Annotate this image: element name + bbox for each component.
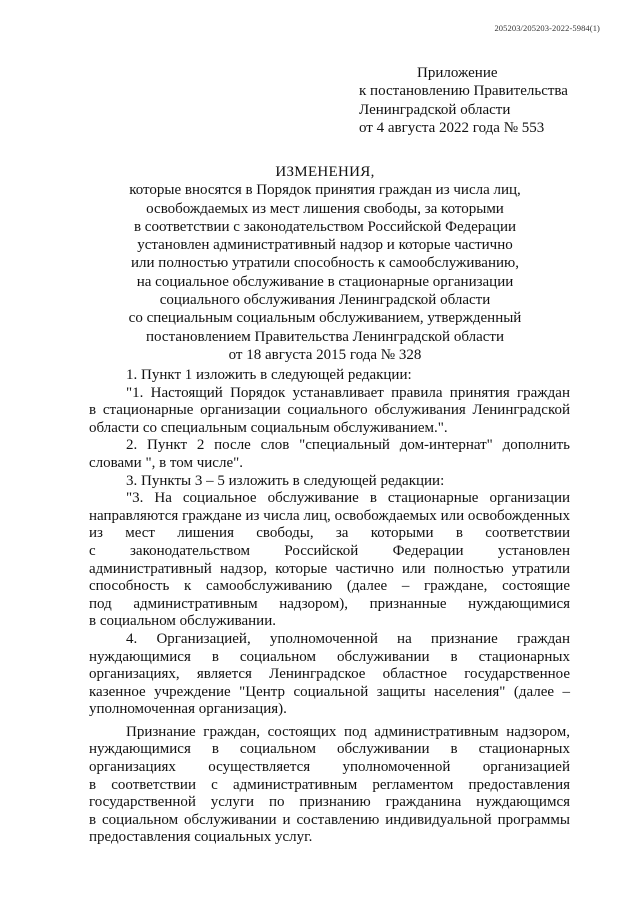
text-line: "3. На социальное обслуживание в стационарные организации (126, 490, 570, 507)
text-line: 2. Пункт 2 после слов "специальный дом-интернат" дополнить (126, 437, 570, 454)
heading-line: установлен административный надзор и которые частично (137, 237, 513, 254)
text-line: области со специальным социальным обслуживанием.". (89, 419, 448, 436)
text-line: нуждающимися в социальном обслуживании в стационарных (89, 648, 570, 665)
heading-line: или полностью утратили способность к самообслуживанию, (131, 255, 519, 272)
text-line: "1. Настоящий Порядок устанавливает правила принятия граждан (126, 384, 570, 401)
heading-title: ИЗМЕНЕНИЯ, (275, 164, 375, 180)
text-line: из мест лишения свободы, за которыми в соответствии (89, 525, 570, 542)
heading-line: постановлением Правительства Ленинградской области (146, 328, 504, 345)
heading-line: со специальным социальным обслуживанием, утвержденный (128, 310, 522, 327)
appendix-line: к постановлению Правительства (359, 83, 568, 100)
paragraph-4 (89, 473, 570, 491)
text-line: 1. Пункт 1 изложить в следующей редакции: (126, 367, 412, 383)
text-line: 4. Организацией, уполномоченной на признание граждан (126, 630, 570, 647)
paragraph-6 (89, 631, 570, 719)
text-line: организациях осуществляется уполномоченной организацией (89, 759, 570, 776)
paragraph-2 (89, 385, 570, 438)
text-line: административный надзор, которые частично или полностью утратили (89, 560, 570, 577)
text-line: предоставления социальных услуг. (89, 829, 313, 846)
text-line: нуждающимися в социальном обслуживании в стационарных (89, 741, 570, 758)
text-line: в соответствии с административным регламентом предоставления (89, 776, 570, 793)
text-line: словами ", в том числе". (89, 454, 243, 471)
document-heading (95, 163, 555, 364)
heading-line: в соответствии с законодательством Российской Федерации (133, 218, 517, 235)
paragraph-5 (89, 490, 570, 631)
document-body (89, 367, 570, 847)
heading-line: на социальное обслуживание в стационарные организации (136, 273, 514, 290)
heading-line: от 18 августа 2015 года № 328 (228, 346, 422, 363)
heading-line: освобождаемых из мест лишения свободы, за которыми (146, 200, 504, 217)
heading-line: социального обслуживания Ленинградской области (159, 292, 491, 309)
text-line: организациях, является Ленинградское областное государственное (89, 666, 570, 683)
paragraph-3 (89, 437, 570, 472)
paragraph-1 (89, 367, 570, 385)
appendix-line: Приложение (417, 65, 498, 81)
text-line: в стационарные организации социального обслуживания Ленинградской (89, 402, 570, 419)
paragraph-7 (89, 724, 570, 847)
text-line: с законодательством Российской Федерации установлен (89, 542, 570, 559)
appendix-block (359, 64, 609, 137)
text-line: в социальном обслуживании и составлению индивидуальной программы (89, 811, 570, 828)
text-line: казенное учреждение "Центр социальной защиты населения" (далее – (89, 683, 570, 700)
text-line: под административным надзором), признанные нуждающимися (89, 595, 570, 612)
document-code: 205203/205203-2022-5984(1) (494, 23, 600, 33)
text-line: способность к самообслуживанию (далее – граждане, состоящие (89, 578, 570, 595)
appendix-line: Ленинградской области (359, 101, 511, 118)
appendix-line: от 4 августа 2022 года № 553 (359, 119, 545, 136)
text-line: государственной услуги по признанию гражданина нуждающимся (89, 794, 570, 811)
heading-line: которые вносятся в Порядок принятия граждан из числа лиц, (129, 182, 521, 199)
text-line: 3. Пункты 3 – 5 изложить в следующей редакции: (126, 472, 445, 489)
text-line: направляются граждане из числа лиц, освобождаемых или освобожденных (89, 507, 570, 524)
text-line: Признание граждан, состоящих под административным надзором, (126, 723, 570, 740)
text-line: уполномоченная организация). (89, 701, 287, 718)
text-line: в социальном обслуживании. (89, 613, 276, 630)
